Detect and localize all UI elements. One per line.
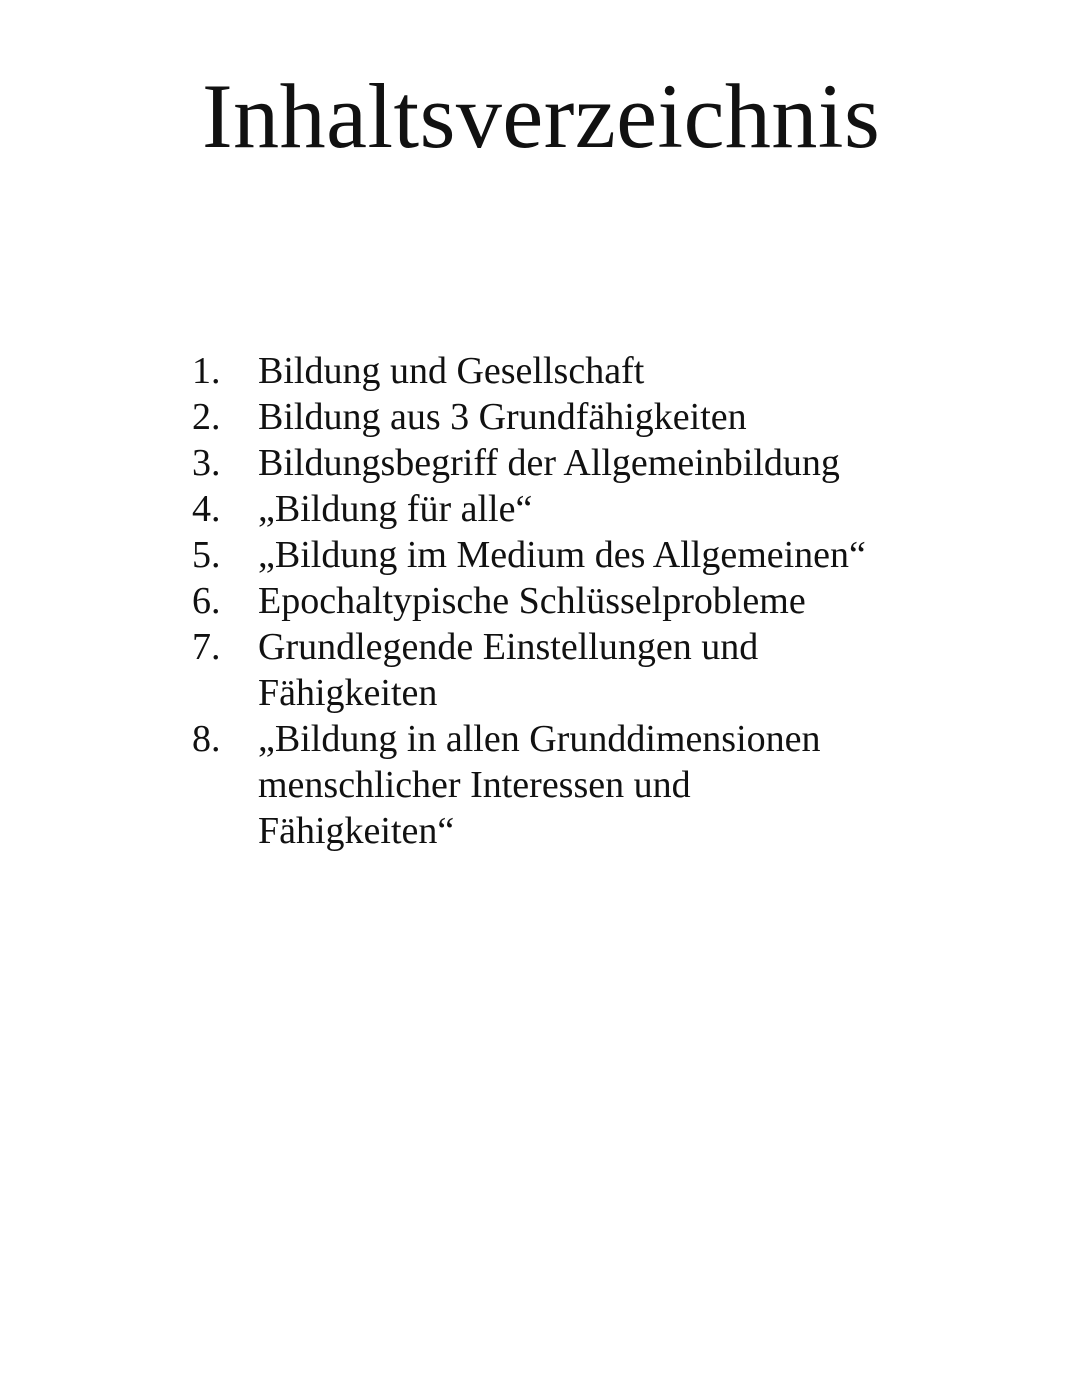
table-of-contents — [192, 348, 952, 854]
toc-item — [192, 532, 952, 578]
toc-item — [192, 716, 952, 854]
toc-item-number: 3. — [192, 442, 221, 484]
toc-item-text: Bildung aus 3 Grundfähigkeiten — [258, 396, 747, 438]
toc-item — [192, 578, 952, 624]
toc-item-text: Grundlegende Einstellungen und Fähigkeiten — [258, 626, 759, 714]
toc-item — [192, 348, 952, 394]
toc-item-number: 4. — [192, 488, 221, 530]
toc-item — [192, 440, 952, 486]
toc-item-text: „Bildung im Medium des Allgemeinen“ — [258, 534, 866, 576]
toc-item — [192, 624, 952, 716]
toc-item-text: „Bildung in allen Grunddimensionen menschlicher Interessen und Fähigkeiten“ — [258, 718, 821, 852]
toc-item — [192, 394, 952, 440]
toc-item-number: 7. — [192, 626, 221, 668]
toc-item-number: 5. — [192, 534, 221, 576]
toc-item-number: 1. — [192, 350, 221, 392]
toc-item-text: Epochaltypische Schlüsselprobleme — [258, 580, 806, 622]
toc-item-number: 2. — [192, 396, 221, 438]
toc-item-text: „Bildung für alle“ — [258, 488, 533, 530]
toc-item-number: 8. — [192, 718, 221, 760]
toc-item-number: 6. — [192, 580, 221, 622]
toc-item — [192, 486, 952, 532]
toc-item-text: Bildung und Gesellschaft — [258, 350, 645, 392]
toc-item-text: Bildungsbegriff der Allgemeinbildung — [258, 442, 840, 484]
page-title: Inhaltsverzeichnis — [202, 65, 881, 167]
